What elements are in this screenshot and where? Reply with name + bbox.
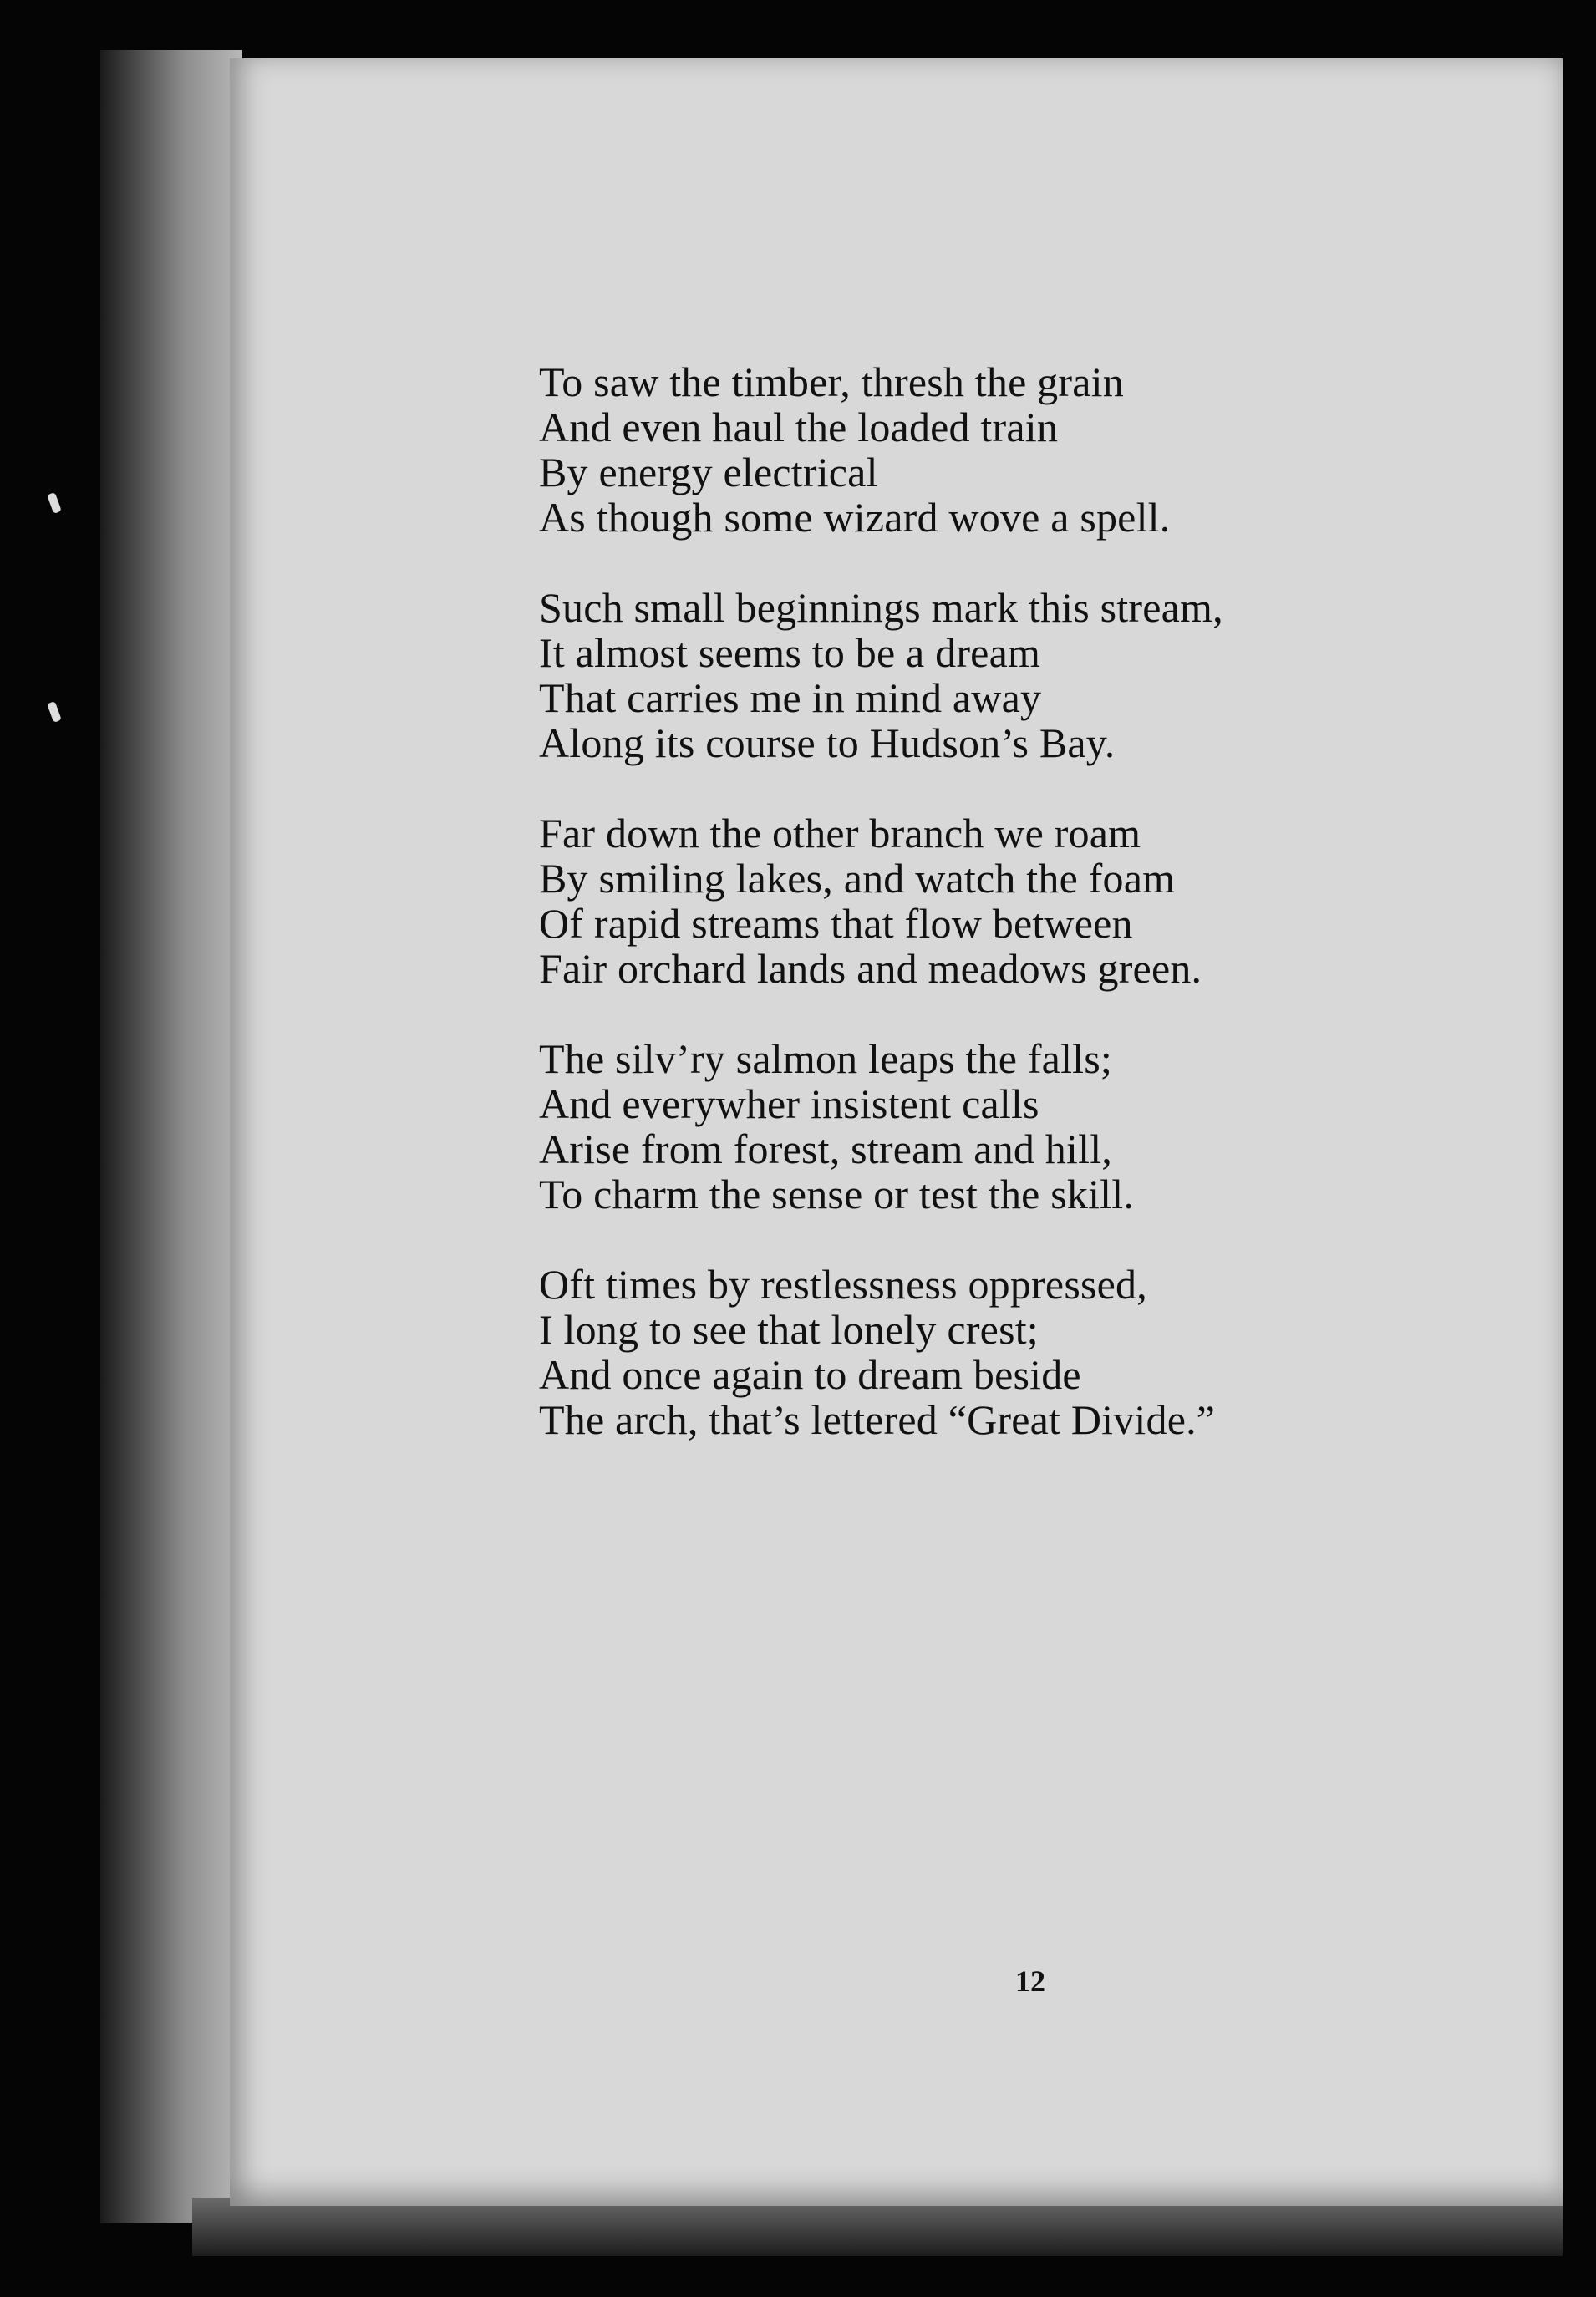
page-number: 12 <box>1015 1964 1045 1998</box>
poem-line: Along its course to Hudson’s Bay. <box>539 719 1116 766</box>
poem-stanza <box>539 585 1475 765</box>
poem-line: And once again to dream beside <box>539 1351 1081 1398</box>
book-spine-edge <box>100 50 242 2223</box>
poem-text-block <box>539 359 1475 1487</box>
poem-stanza <box>539 359 1475 540</box>
poem-line: Such small beginnings mark this stream, <box>539 584 1223 631</box>
book-bottom-edge <box>192 2198 1563 2256</box>
poem-line: It almost seems to be a dream <box>539 629 1041 676</box>
poem-line: And everywher insistent calls <box>539 1080 1039 1127</box>
poem-line: To saw the timber, thresh the grain <box>539 358 1124 405</box>
poem-line: Of rapid streams that flow between <box>539 900 1133 947</box>
poem-line: Far down the other branch we roam <box>539 810 1141 856</box>
poem-line: To charm the sense or test the skill. <box>539 1171 1135 1217</box>
poem-stanza <box>539 1262 1475 1442</box>
poem-line: By smiling lakes, and watch the foam <box>539 855 1176 902</box>
poem-stanza <box>539 811 1475 991</box>
poem-line: I long to see that lonely crest; <box>539 1306 1039 1353</box>
poem-line: The arch, that’s lettered “Great Divide.” <box>539 1396 1216 1443</box>
scan-artifact-mark <box>47 492 62 514</box>
poem-line: And even haul the loaded train <box>539 404 1059 450</box>
poem-line: Arise from forest, stream and hill, <box>539 1126 1112 1172</box>
poem-line: The silv’ry salmon leaps the falls; <box>539 1035 1113 1082</box>
poem-line: By energy electrical <box>539 449 878 495</box>
book-page <box>230 58 1563 2206</box>
scan-artifact-mark <box>47 701 62 723</box>
poem-line: Oft times by restlessness oppressed, <box>539 1261 1147 1308</box>
poem-line: Fair orchard lands and meadows green. <box>539 945 1202 992</box>
poem-line: As though some wizard wove a spell. <box>539 494 1171 541</box>
poem-line: That carries me in mind away <box>539 674 1042 721</box>
poem-stanza <box>539 1036 1475 1217</box>
